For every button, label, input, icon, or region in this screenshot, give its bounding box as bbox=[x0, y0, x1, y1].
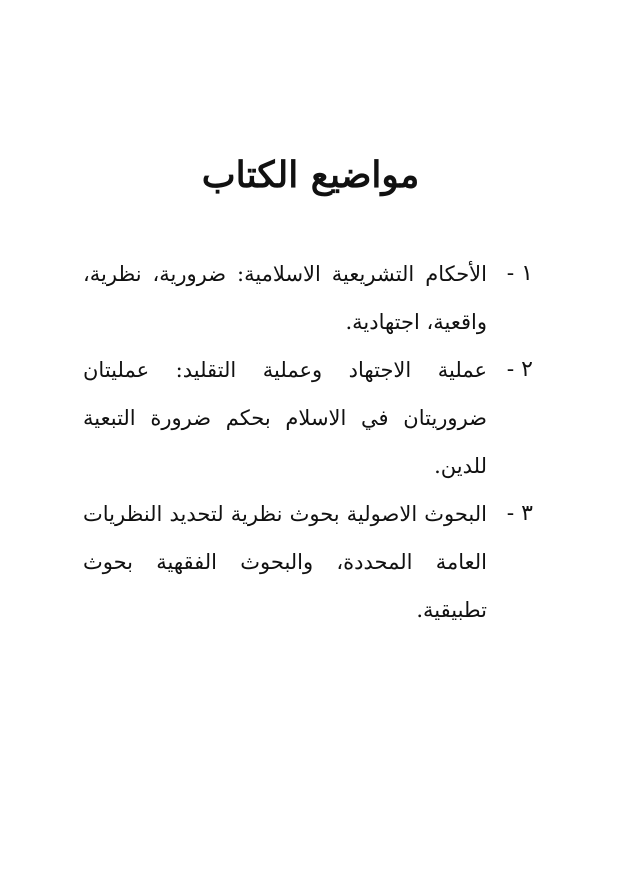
topic-text: عملية الاجتهاد وعملية التقليد: عمليتان ضروريتان في الاسلام بحكم ضرورة التبعية للدين. bbox=[83, 358, 487, 478]
topic-item-2 bbox=[83, 346, 533, 490]
topics-list bbox=[83, 250, 533, 634]
page-title: مواضيع الكتاب bbox=[201, 154, 420, 196]
topic-item-3 bbox=[83, 490, 533, 634]
topic-number: ٢ - bbox=[506, 357, 533, 382]
topic-text: الأحكام التشريعية الاسلامية: ضرورية، نظرية، واقعية، اجتهادية. bbox=[83, 262, 487, 334]
topic-number: ١ - bbox=[506, 261, 533, 286]
topic-number: ٣ - bbox=[506, 501, 533, 526]
topic-item-1 bbox=[83, 250, 533, 346]
topic-text: البحوث الاصولية بحوث نظرية لتحديد النظريات العامة المحددة، والبحوث الفقهية بحوث تطبيقية. bbox=[83, 502, 487, 622]
